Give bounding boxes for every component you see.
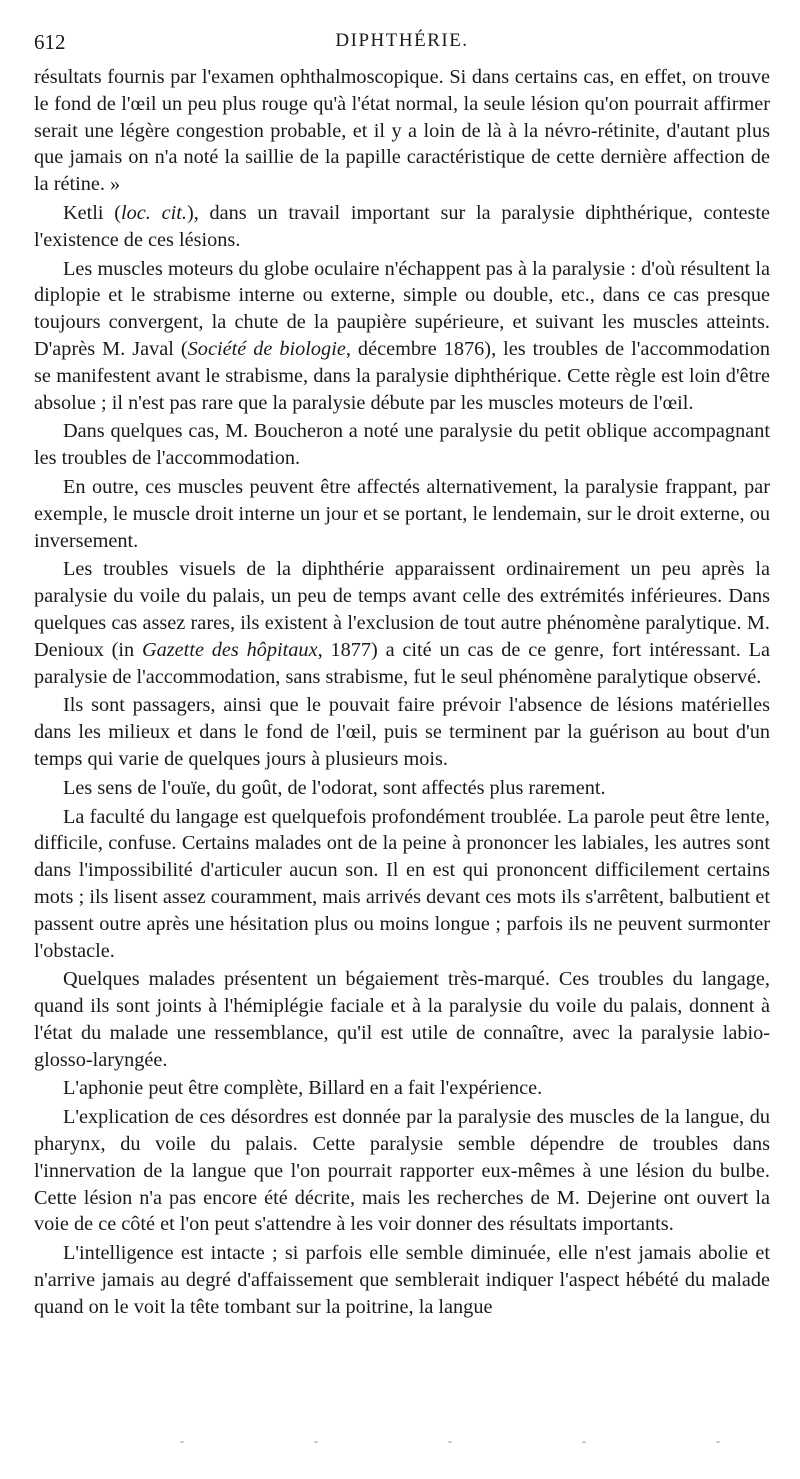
scan-mark: - <box>582 1434 586 1448</box>
running-title: DIPHTHÉRIE. <box>335 30 469 51</box>
paragraph: Les sens de l'ouïe, du goût, de l'odorat, sont affectés plus rarement. <box>63 776 606 799</box>
paragraph: Quelques malades présentent un bégaiement très-marqué. Ces troubles du langage, quand ils sont joints à l'hémiplégie faciale et à la paralysie du voile du palais, donnent à l'état du malade une ressemblance, qu'il est utile de connaître, avec la paralysie labio-glosso-laryngée. <box>34 968 770 1071</box>
paragraph: Les muscles moteurs du globe oculaire n'échappent pas à la paralysie : d'où résultent la diplopie et le strabisme interne ou externe, simple ou double, etc., dans ce cas presque toujours convergent, la chute de la paupière supérieure, et suivant les muscles atteints. D'après M. Javal (Société de biologie, décembre 1876), les troubles de l'accommodation se manifestent avant le strabisme, dans la paralysie diphthérique. Cette règle est loin d'être absolue ; il n'est pas rare que la paralysie débute par les muscles moteurs de l'œil. <box>34 257 770 414</box>
paragraph: L'intelligence est intacte ; si parfois elle semble diminuée, elle n'est jamais abolie et n'arrive jamais au degré d'affaissement que semblerait indiquer l'aspect hébété du malade quand on le voit la tête tombant sur la poitrine, la langue <box>34 1242 770 1318</box>
paragraph: Ils sont passagers, ainsi que le pouvait faire prévoir l'absence de lésions matérielles dans les milieux et dans le fond de l'œil, puis se terminent par la guérison au bout d'un temps qui varie de quelques jours à plusieurs mois. <box>34 694 770 770</box>
scan-mark: - <box>314 1434 318 1448</box>
page-number: 612 <box>34 30 66 54</box>
scan-marks <box>180 1434 720 1446</box>
scan-mark: - <box>448 1434 452 1448</box>
paragraph: Ketli (loc. cit.), dans un travail important sur la paralysie diphthérique, conteste l'existence de ces lésions. <box>34 201 770 251</box>
paragraph: résultats fournis par l'examen ophthalmoscopique. Si dans certains cas, en effet, on trouve le fond de l'œil un peu plus rouge qu'à l'état normal, la seule lésion qu'on pourrait affirmer serait une légère congestion probable, et il y a loin de là à la névro-rétinite, d'autant plus que jamais on n'a noté la saillie de la papille caractéristique de cette dernière affection de la rétine. » <box>34 66 770 196</box>
paragraph: L'explication de ces désordres est donnée par la paralysie des muscles de la langue, du pharynx, du voile du palais. Cette paralysie semble dépendre de troubles dans l'innervation de la langue que l'on pourrait rapporter eux-mêmes à une lésion du bulbe. Cette lésion n'a pas encore été décrite, mais les recherches de M. Dejerine ont ouvert la voie de ce côté et l'on peut s'attendre à les voir donner des résultats importants. <box>34 1106 770 1236</box>
scan-mark: - <box>716 1434 720 1448</box>
paragraph: Les troubles visuels de la diphthérie apparaissent ordinairement un peu après la paralysie du voile du palais, un peu de temps avant celle des extrémités inférieures. Dans quelques cas assez rares, ils existent à l'exclusion de tout autre phénomène paralytique. M. Denioux (in Gazette des hôpitaux, 1877) a cité un cas de ce genre, fort intéressant. La paralysie de l'accommodation, sans strabisme, fut le seul phénomène paralytique observé. <box>34 558 771 688</box>
scan-mark: - <box>180 1434 184 1448</box>
paragraph: L'aphonie peut être complète, Billard en a fait l'expérience. <box>63 1077 543 1100</box>
page-header <box>34 30 770 60</box>
paragraph: Dans quelques cas, M. Boucheron a noté une paralysie du petit oblique accompagnant les troubles de l'accommodation. <box>34 420 770 470</box>
page-body <box>34 64 770 1321</box>
paragraph: En outre, ces muscles peuvent être affectés alternativement, la paralysie frappant, par exemple, le muscle droit interne un jour et se portant, le lendemain, sur le droit externe, ou inversement. <box>34 475 770 552</box>
paragraph: La faculté du langage est quelquefois profondément troublée. La parole peut être lente, difficile, confuse. Certains malades ont de la peine à prononcer les labiales, les autres sont dans l'impossibilité d'articuler aucun son. Il en est qui prononcent difficilement certains mots ; ils lisent assez couramment, mais arrivés devant ces mots ils s'arrêtent, balbutient et passent outre après une hésitation plus ou moins longue ; parfois ils ne peuvent surmonter l'obstacle. <box>34 805 770 962</box>
